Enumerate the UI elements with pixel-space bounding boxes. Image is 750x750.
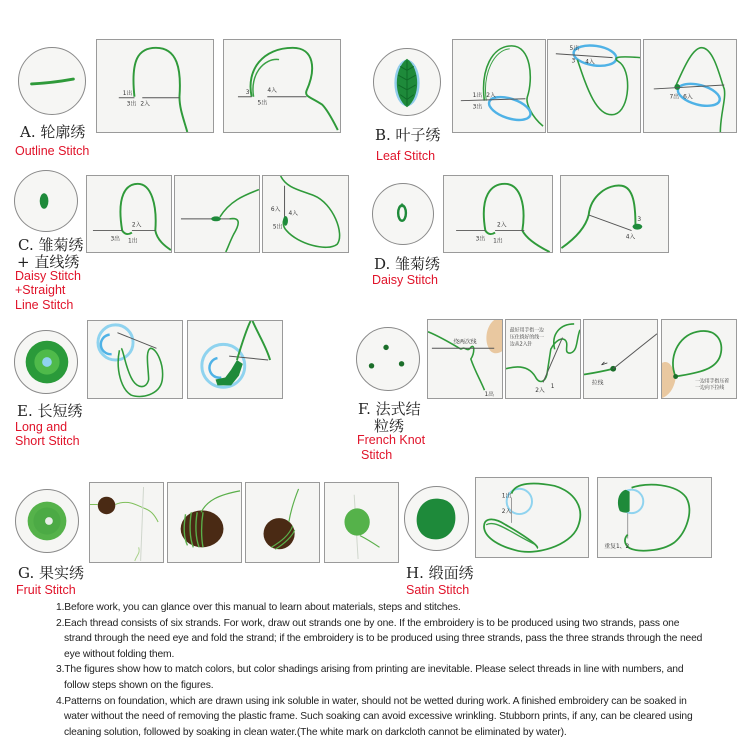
svg-text:3: 3	[637, 216, 642, 223]
daisy-straight-stitch-sample	[14, 170, 78, 232]
outline-step-1-illustration	[97, 40, 213, 132]
satin-step-1-illustration	[476, 478, 588, 557]
daisy-step-2-illustration	[561, 176, 668, 252]
french-knot-step-4	[661, 319, 737, 399]
section-c-title-en-line-1: Daisy Stitch	[15, 269, 81, 283]
svg-text:4入: 4入	[585, 59, 595, 66]
svg-text:2入: 2入	[131, 222, 142, 229]
fruit-step-4-illustration	[325, 483, 398, 562]
fruit-step-2	[167, 482, 242, 563]
french-knot-step-3	[583, 319, 658, 399]
section-c-title-cn-line-2: + 直线绣	[17, 253, 80, 271]
leaf-step-3	[643, 39, 737, 133]
satin-stitch-sample-icon	[405, 487, 468, 550]
section-a-title-en: Outline Stitch	[15, 144, 90, 158]
svg-text:一边用手指压着: 一边用手指压着	[695, 378, 730, 385]
svg-text:6入: 6入	[270, 207, 281, 214]
fruit-stitch-sample	[15, 489, 79, 553]
section-h-title-en: Satin Stitch	[406, 583, 470, 597]
satin-step-1	[475, 477, 589, 558]
section-c-title-cn-line-1: C. 雏菊绣	[18, 236, 84, 254]
daisy-step-1-illustration	[444, 176, 552, 252]
note-2: 2.Each thread consists of six strands. For work, draw out strands one by one. If the embroidery is to be produced using two strands, pass one strand through the need eye and fold the strand; if the embroidery is to be produced using three strands, pass the three strands through the need eye without folding them.	[56, 617, 703, 660]
svg-text:3出: 3出	[475, 236, 486, 243]
outline-step-2-illustration	[224, 40, 340, 132]
long-short-step-2-illustration	[188, 321, 282, 398]
section-b-title-en: Leaf Stitch	[376, 149, 436, 163]
svg-text:一边向下拉线: 一边向下拉线	[695, 385, 725, 392]
french-knot-step-1-illustration	[428, 320, 502, 398]
svg-text:4入: 4入	[267, 87, 277, 94]
section-d-title-cn: D. 雏菊绣	[374, 255, 441, 273]
daisy-step-1	[443, 175, 553, 253]
note-4: 4.Patterns on foundation, which are drawn using ink soluble in water, should not be wetted during work. A finished embroidery can be soaked in water without the need of removing the plastic frame. Such soaking can avoid excessive wrinkling. Stubborn prints, if any, can be cleared using cleaning solution, followed by soaking in clean water.(The white mark on darkcloth cannot be eliminated by water).	[56, 695, 693, 738]
long-short-stitch-sample	[14, 330, 78, 394]
note-1: 1.Before work, you can glance over this manual to learn about materials, steps and stitches.	[56, 602, 461, 613]
daisy-straight-step-2	[174, 175, 260, 253]
svg-text:边从2入针: 边从2入针	[509, 341, 533, 348]
section-e-title-en-line-2: Short Stitch	[15, 434, 80, 448]
svg-text:1出: 1出	[493, 238, 503, 245]
instructions-notes	[56, 600, 706, 740]
label-1: 1出	[122, 90, 133, 97]
leaf-step-2-illustration	[548, 40, 640, 132]
fruit-step-3	[245, 482, 320, 563]
satin-step-2	[597, 477, 712, 558]
svg-text:4入: 4入	[288, 210, 298, 217]
svg-text:4入: 4入	[625, 234, 636, 241]
long-short-step-2	[187, 320, 283, 399]
svg-text:5出: 5出	[569, 45, 580, 52]
svg-text:3: 3	[245, 89, 250, 96]
svg-text:6入: 6入	[683, 94, 693, 101]
svg-text:5出: 5出	[272, 224, 283, 231]
leaf-step-2	[547, 39, 641, 133]
french-knot-step-1	[427, 319, 503, 399]
svg-text:3出: 3出	[110, 236, 121, 243]
daisy-straight-step-1	[86, 175, 172, 253]
note-3: 3.The figures show how to match colors, but color shadings arising from printing are inevitable. Please select threads in line with numbers, and follow steps shown on the figures.	[56, 664, 684, 691]
section-d-title-en: Daisy Stitch	[372, 273, 438, 287]
svg-text:2入: 2入	[535, 388, 545, 395]
daisy-stitch-sample	[372, 183, 434, 245]
section-e-title-en-line-1: Long and	[15, 420, 68, 434]
svg-text:1: 1	[550, 384, 555, 391]
leaf-stitch-sample	[373, 48, 441, 116]
leaf-step-1	[452, 39, 546, 133]
section-a-title-cn: A. 轮廓绣	[20, 123, 86, 141]
fruit-step-4	[324, 482, 399, 563]
section-e-title-cn: E. 长短绣	[17, 402, 83, 420]
fruit-stitch-sample-icon	[16, 490, 78, 552]
svg-text:拉线: 拉线	[591, 380, 604, 387]
french-knot-step-3-illustration	[584, 320, 657, 398]
svg-text:2入: 2入	[486, 92, 496, 99]
long-short-step-1	[87, 320, 183, 399]
french-knot-step-4-illustration	[662, 320, 736, 398]
daisy-straight-step-2-illustration	[175, 176, 259, 252]
fruit-step-1	[89, 482, 164, 563]
svg-text:3出: 3出	[472, 104, 483, 111]
section-f-title-en-line-1: French Knot	[357, 433, 426, 447]
leaf-step-1-illustration	[453, 40, 545, 132]
daisy-step-2	[560, 175, 669, 253]
svg-text:7出: 7出	[669, 94, 680, 101]
svg-text:2入: 2入	[497, 222, 507, 229]
daisy-straight-step-1-illustration	[87, 176, 171, 252]
daisy-straight-step-3-illustration	[263, 176, 348, 252]
french-knot-sample-icon	[357, 328, 419, 390]
daisy-straight-step-3	[262, 175, 349, 253]
leaf-stitch-sample-icon	[374, 49, 440, 115]
section-b-title-cn: B. 叶子绣	[375, 126, 441, 144]
svg-text:重复1、2: 重复1、2	[604, 544, 630, 551]
svg-text:最好用手指一边: 最好用手指一边	[509, 327, 544, 334]
section-f-title-cn-line-2: 粒绣	[374, 417, 405, 435]
outline-step-1	[96, 39, 214, 133]
fruit-step-2-illustration	[168, 483, 241, 562]
svg-text:1出: 1出	[472, 92, 483, 99]
section-h-title-cn: H. 缎面绣	[406, 564, 474, 582]
long-short-step-1-illustration	[88, 321, 182, 398]
svg-text:3出: 3出	[126, 101, 137, 108]
svg-text:绕两次线: 绕两次线	[453, 339, 477, 346]
outline-stitch-sample	[18, 47, 86, 115]
svg-text:2入: 2入	[501, 509, 512, 516]
svg-text:1出: 1出	[128, 238, 138, 245]
section-g-title-en: Fruit Stitch	[16, 583, 76, 597]
section-g-title-cn: G. 果实绣	[18, 564, 84, 582]
satin-step-2-illustration	[598, 478, 711, 557]
french-knot-step-2	[505, 319, 581, 399]
svg-text:5出: 5出	[257, 100, 268, 107]
daisy-stitch-sample-icon	[373, 184, 433, 244]
svg-text:压住绕好的线一: 压住绕好的线一	[509, 334, 544, 341]
svg-text:1出: 1出	[501, 493, 512, 500]
french-knot-step-2-illustration	[506, 320, 580, 398]
section-f-title-cn-line-1: F. 法式结	[358, 400, 421, 418]
svg-text:3: 3	[571, 58, 576, 65]
daisy-straight-stitch-sample-icon	[15, 171, 77, 231]
fruit-step-3-illustration	[246, 483, 319, 562]
outline-stitch-sample-icon	[19, 48, 85, 114]
fruit-step-1-illustration	[90, 483, 163, 562]
svg-text:1出: 1出	[484, 392, 495, 398]
section-f-title-en-line-2: Stitch	[361, 448, 393, 462]
leaf-step-3-illustration	[644, 40, 736, 132]
outline-step-2	[223, 39, 341, 133]
satin-stitch-sample	[404, 486, 469, 551]
french-knot-sample	[356, 327, 420, 391]
svg-text:2入: 2入	[140, 101, 150, 108]
section-c-title-en-line-2: +Straight	[15, 283, 66, 297]
long-short-stitch-sample-icon	[15, 331, 77, 393]
section-c-title-en-line-3: Line Stitch	[15, 298, 74, 312]
